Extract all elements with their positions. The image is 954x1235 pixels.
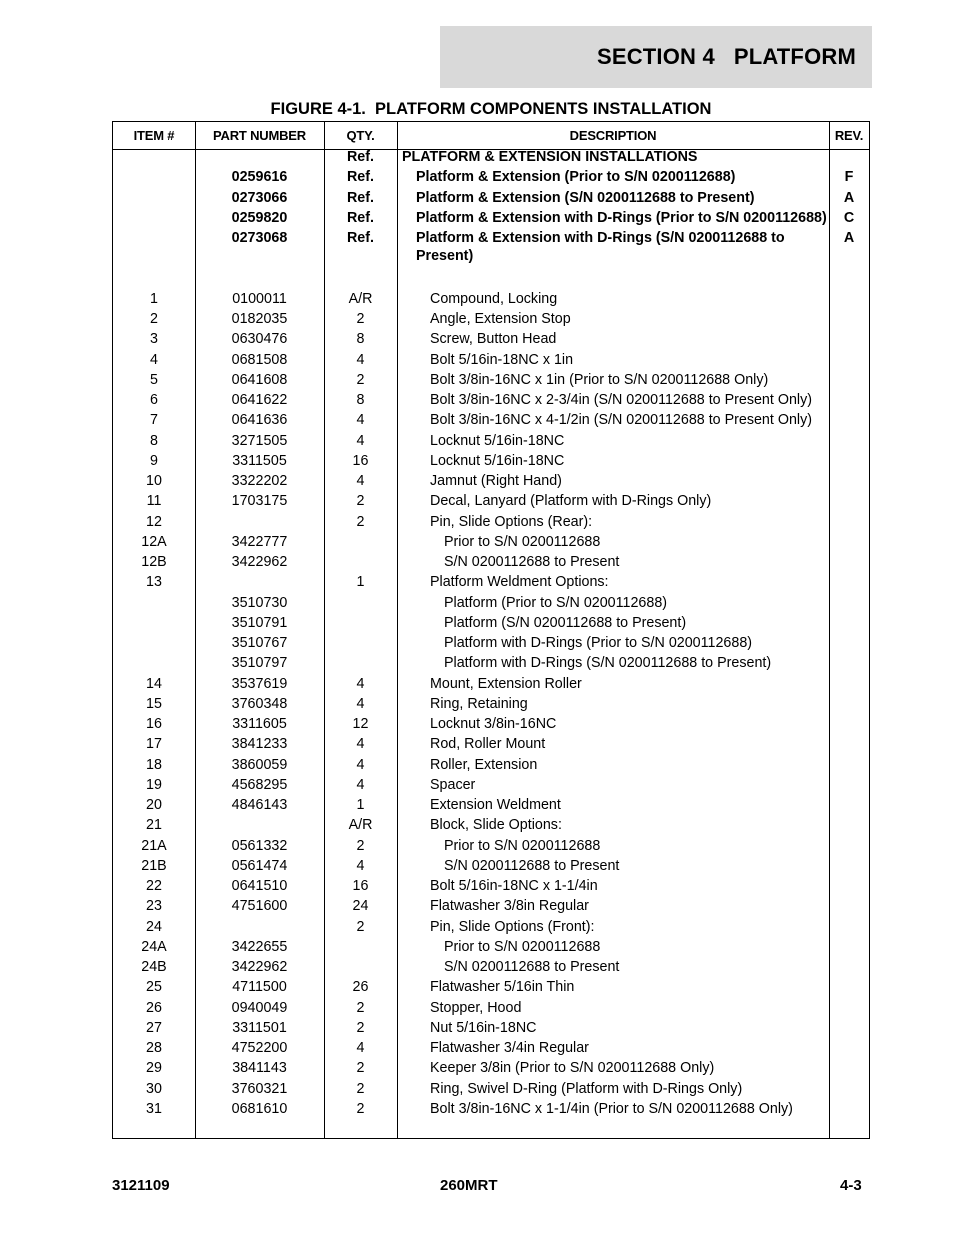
qty-cell: 4 xyxy=(356,432,365,449)
item-cell: 20 xyxy=(146,797,162,813)
qty-cell: 4 xyxy=(356,776,365,793)
item-cell: 23 xyxy=(146,898,162,915)
item-cell: 9 xyxy=(150,452,158,469)
rev-cell: A xyxy=(843,230,855,246)
table-row xyxy=(113,594,869,614)
item-cell: 7 xyxy=(150,412,158,429)
table-row xyxy=(113,614,869,634)
part-number-cell: 0182035 xyxy=(231,311,288,327)
table-row xyxy=(113,1019,869,1039)
description-cell: S/N 0200112688 to Present xyxy=(444,857,620,874)
table-row xyxy=(113,796,869,816)
qty-cell: 4 xyxy=(356,756,365,773)
table-row xyxy=(113,1100,869,1120)
description-cell: Nut 5/16in-18NC xyxy=(430,1019,537,1036)
table-row xyxy=(113,452,869,472)
part-number-cell: 3422962 xyxy=(231,554,288,570)
item-cell: 17 xyxy=(146,736,162,753)
table-row xyxy=(113,553,869,573)
table-row xyxy=(113,695,869,715)
header-description: DESCRIPTION xyxy=(569,128,657,143)
description-cell: Ring, Retaining xyxy=(430,695,528,712)
part-number-cell: 3422777 xyxy=(231,533,288,550)
part-number-cell: 0561474 xyxy=(231,857,288,874)
table-row xyxy=(113,735,869,755)
item-cell: 6 xyxy=(150,392,158,408)
description-cell: Platform (S/N 0200112688 to Present) xyxy=(444,614,687,631)
table-row xyxy=(113,857,869,877)
part-number-cell: 4711500 xyxy=(232,979,287,996)
description-cell: Platform & Extension (Prior to S/N 0200112688) xyxy=(416,169,736,186)
description-cell: Angle, Extension Stop xyxy=(430,311,571,327)
part-number-cell: 0273068 xyxy=(231,230,288,246)
part-number-cell: 0259820 xyxy=(231,209,288,226)
qty-cell: 4 xyxy=(356,675,365,692)
description-cell: Prior to S/N 0200112688 xyxy=(444,837,601,854)
item-cell: 13 xyxy=(146,574,162,591)
description-cell: Screw, Button Head xyxy=(430,331,557,348)
qty-cell: 2 xyxy=(356,311,365,327)
table-row xyxy=(113,756,869,776)
description-cell: Spacer xyxy=(430,776,476,793)
description-cell: Pin, Slide Options (Rear): xyxy=(430,513,593,530)
table-row xyxy=(113,837,869,857)
qty-cell: Ref. xyxy=(346,230,374,246)
qty-cell: 16 xyxy=(352,878,369,894)
table-row xyxy=(113,1039,869,1059)
description-cell: Platform with D-Rings (S/N 0200112688 to Present) xyxy=(444,655,772,672)
description-cell: Bolt 3/8in-16NC x 1in (Prior to S/N 0200112688 Only) xyxy=(430,371,769,388)
description-cell: Flatwasher 3/8in Regular xyxy=(430,898,589,915)
table-row xyxy=(113,654,869,674)
item-cell: 16 xyxy=(146,716,162,732)
section-header-box xyxy=(440,26,872,88)
header-qty: QTY. xyxy=(346,128,375,143)
qty-cell: 4 xyxy=(356,473,365,489)
table-row xyxy=(113,816,869,836)
description-cell: Bolt 3/8in-16NC x 2-3/4in (S/N 0200112688 to Present Only) xyxy=(430,392,812,408)
description-cell: Flatwasher 3/4in Regular xyxy=(430,1040,589,1056)
description-cell: Platform & Extension with D-Rings (S/N 0200112688 to Present) xyxy=(416,230,785,264)
description-cell: Bolt 3/8in-16NC x 4-1/2in (S/N 0200112688 to Present Only) xyxy=(430,412,812,429)
part-number-cell: 3841233 xyxy=(231,736,288,753)
description-cell: Platform (Prior to S/N 0200112688) xyxy=(444,594,668,611)
item-cell: 22 xyxy=(146,878,162,894)
table-row xyxy=(113,897,869,917)
table-row xyxy=(113,877,869,897)
table-row xyxy=(113,918,869,938)
description-cell: Bolt 5/16in-18NC x 1-1/4in xyxy=(430,878,598,894)
rev-cell: F xyxy=(844,169,854,186)
description-cell: Compound, Locking xyxy=(430,290,558,307)
part-number-cell: 0641510 xyxy=(231,878,288,894)
part-number-cell: 0259616 xyxy=(231,169,288,186)
part-number-cell: 3271505 xyxy=(231,432,288,449)
part-number-cell: 3860059 xyxy=(231,756,288,773)
part-number-cell: 0100011 xyxy=(232,290,287,307)
item-cell: 21 xyxy=(146,817,162,834)
item-cell: 25 xyxy=(146,979,162,996)
qty-cell: A/R xyxy=(348,290,373,307)
part-number-cell: 3311605 xyxy=(232,716,287,732)
qty-cell: 2 xyxy=(356,1080,365,1097)
qty-cell: 2 xyxy=(356,513,365,530)
table-row xyxy=(113,310,869,330)
item-cell: 12B xyxy=(141,554,167,570)
table-row xyxy=(113,189,869,209)
item-cell: 15 xyxy=(146,695,162,712)
description-cell: Prior to S/N 0200112688 xyxy=(444,938,601,955)
qty-cell: 4 xyxy=(356,695,365,712)
part-number-cell: 0273066 xyxy=(231,189,288,206)
table-row xyxy=(113,371,869,391)
table-row xyxy=(113,634,869,654)
part-number-cell: 3510797 xyxy=(231,655,288,672)
part-number-cell: 3422655 xyxy=(231,938,288,955)
part-number-cell: 3422962 xyxy=(231,959,288,975)
footer-model: 260MRT xyxy=(440,1177,498,1194)
description-cell: Locknut 3/8in-16NC xyxy=(430,716,557,732)
table-row xyxy=(113,1080,869,1100)
parts-table xyxy=(112,121,870,1139)
item-cell: 28 xyxy=(146,1040,162,1056)
qty-cell: 24 xyxy=(352,898,369,915)
qty-cell: 2 xyxy=(356,493,365,510)
qty-cell: Ref. xyxy=(346,209,374,226)
part-number-cell: 0681508 xyxy=(231,351,288,368)
table-row xyxy=(113,411,869,431)
part-number-cell: 3510791 xyxy=(231,614,288,631)
part-number-cell: 3760348 xyxy=(231,695,288,712)
table-row xyxy=(113,472,869,492)
table-row xyxy=(113,533,869,553)
part-number-cell: 0641608 xyxy=(231,371,288,388)
qty-cell: 2 xyxy=(356,999,365,1016)
table-row xyxy=(113,1059,869,1079)
description-cell: Block, Slide Options: xyxy=(430,817,562,834)
item-cell: 18 xyxy=(146,756,162,773)
part-number-cell: 3311501 xyxy=(232,1019,287,1036)
qty-cell: 12 xyxy=(352,716,369,732)
description-cell: Flatwasher 5/16in Thin xyxy=(430,979,575,996)
qty-cell: 4 xyxy=(356,736,365,753)
header-rev: REV. xyxy=(834,128,864,143)
item-cell: 2 xyxy=(150,311,158,327)
item-cell: 10 xyxy=(146,473,162,489)
table-row xyxy=(113,168,869,188)
qty-cell: 1 xyxy=(356,574,365,591)
qty-cell: 26 xyxy=(352,979,369,996)
part-number-cell: 3537619 xyxy=(231,675,288,692)
header-part-number: PART NUMBER xyxy=(213,128,306,143)
qty-cell: 2 xyxy=(356,918,365,935)
description-cell: Prior to S/N 0200112688 xyxy=(444,533,601,550)
part-number-cell: 4752200 xyxy=(231,1040,288,1056)
table-row xyxy=(113,675,869,695)
qty-cell: 2 xyxy=(356,371,365,388)
qty-cell: 2 xyxy=(356,1060,365,1077)
qty-cell: Ref. xyxy=(346,149,374,165)
table-row xyxy=(113,573,869,593)
footer-document-number: 3121109 xyxy=(112,1177,170,1194)
description-cell: Rod, Roller Mount xyxy=(430,736,546,753)
item-cell: 31 xyxy=(146,1100,162,1117)
table-row xyxy=(113,513,869,533)
qty-cell: 2 xyxy=(356,837,365,854)
qty-cell: 4 xyxy=(356,412,365,429)
qty-cell: 4 xyxy=(356,351,365,368)
description-cell: Ring, Swivel D-Ring (Platform with D-Rings Only) xyxy=(430,1080,743,1097)
qty-cell: 8 xyxy=(356,392,365,408)
item-cell: 4 xyxy=(150,351,158,368)
table-row xyxy=(113,776,869,796)
table-row xyxy=(113,229,869,264)
item-cell: 27 xyxy=(146,1019,162,1036)
description-cell: Bolt 5/16in-18NC x 1in xyxy=(430,351,574,368)
part-number-cell: 1703175 xyxy=(231,493,288,510)
description-cell: S/N 0200112688 to Present xyxy=(444,554,620,570)
table-row xyxy=(113,209,869,229)
footer-page-number: 4-3 xyxy=(840,1177,862,1194)
table-row xyxy=(113,290,869,310)
description-cell: S/N 0200112688 to Present xyxy=(444,959,620,975)
item-cell: 30 xyxy=(146,1080,162,1097)
description-cell: Jamnut (Right Hand) xyxy=(430,473,562,489)
part-number-cell: 0630476 xyxy=(231,331,288,348)
qty-cell: 16 xyxy=(352,452,369,469)
description-cell: Locknut 5/16in-18NC xyxy=(430,432,565,449)
item-cell: 3 xyxy=(150,331,158,348)
description-cell: Pin, Slide Options (Front): xyxy=(430,918,595,935)
table-row xyxy=(113,715,869,735)
table-row xyxy=(113,938,869,958)
qty-cell: 1 xyxy=(356,797,365,813)
part-number-cell: 0681610 xyxy=(231,1100,288,1117)
table-row xyxy=(113,978,869,998)
description-cell: Keeper 3/8in (Prior to S/N 0200112688 Only) xyxy=(430,1060,715,1077)
qty-cell: 4 xyxy=(356,857,365,874)
item-cell: 19 xyxy=(146,776,162,793)
description-cell: PLATFORM & EXTENSION INSTALLATIONS xyxy=(402,149,698,165)
description-cell: Stopper, Hood xyxy=(430,999,522,1016)
item-cell: 24 xyxy=(146,918,162,935)
part-number-cell: 0641622 xyxy=(231,392,288,408)
item-cell: 1 xyxy=(150,290,158,307)
table-row xyxy=(113,958,869,978)
table-row xyxy=(113,999,869,1019)
qty-cell: A/R xyxy=(348,817,373,834)
description-cell: Locknut 5/16in-18NC xyxy=(430,452,565,469)
qty-cell: 4 xyxy=(356,1040,365,1056)
table-row xyxy=(113,492,869,512)
figure-title: FIGURE 4-1. PLATFORM COMPONENTS INSTALLATION xyxy=(270,100,712,118)
item-cell: 26 xyxy=(146,999,162,1016)
part-number-cell: 0561332 xyxy=(231,837,288,854)
description-cell: Platform Weldment Options: xyxy=(430,574,609,591)
item-cell: 11 xyxy=(146,493,162,510)
description-cell: Decal, Lanyard (Platform with D-Rings Only) xyxy=(430,493,712,510)
item-cell: 21A xyxy=(141,837,167,854)
description-cell: Mount, Extension Roller xyxy=(430,675,582,692)
part-number-cell: 3760321 xyxy=(231,1080,288,1097)
rev-cell: C xyxy=(843,209,855,226)
table-row xyxy=(113,148,869,168)
item-cell: 12 xyxy=(146,513,162,530)
part-number-cell: 3841143 xyxy=(232,1060,287,1077)
description-cell: Bolt 3/8in-16NC x 1-1/4in (Prior to S/N 0200112688 Only) xyxy=(430,1100,793,1117)
qty-cell: Ref. xyxy=(346,189,374,206)
part-number-cell: 3311505 xyxy=(232,452,287,469)
description-cell: Extension Weldment xyxy=(430,797,561,813)
item-cell: 29 xyxy=(146,1060,162,1077)
qty-cell: 2 xyxy=(356,1100,365,1117)
item-cell: 8 xyxy=(150,432,158,449)
description-cell: Roller, Extension xyxy=(430,756,538,773)
rev-cell: A xyxy=(843,189,855,206)
description-cell: Platform & Extension (S/N 0200112688 to Present) xyxy=(416,189,755,206)
description-cell: Platform & Extension with D-Rings (Prior to S/N 0200112688) xyxy=(416,209,827,226)
part-number-cell: 4846143 xyxy=(231,797,288,813)
qty-cell: Ref. xyxy=(346,169,374,186)
item-cell: 14 xyxy=(146,675,162,692)
header-item: ITEM # xyxy=(133,128,175,143)
part-number-cell: 0641636 xyxy=(231,412,288,429)
part-number-cell: 0940049 xyxy=(231,999,288,1016)
table-row xyxy=(113,351,869,371)
section-title: SECTION 4 PLATFORM xyxy=(596,44,856,69)
table-row xyxy=(113,432,869,452)
qty-cell: 2 xyxy=(356,1019,365,1036)
item-cell: 5 xyxy=(150,371,158,388)
qty-cell: 8 xyxy=(356,331,365,348)
table-row xyxy=(113,330,869,350)
item-cell: 21B xyxy=(141,857,167,874)
part-number-cell: 3510730 xyxy=(231,594,288,611)
item-cell: 24B xyxy=(141,959,167,975)
part-number-cell: 4751600 xyxy=(231,898,288,915)
table-row xyxy=(113,391,869,411)
item-cell: 24A xyxy=(141,938,167,955)
part-number-cell: 3510767 xyxy=(231,635,288,651)
part-number-cell: 3322202 xyxy=(231,473,288,489)
part-number-cell: 4568295 xyxy=(231,776,288,793)
description-cell: Platform with D-Rings (Prior to S/N 0200112688) xyxy=(444,635,753,651)
item-cell: 12A xyxy=(141,533,167,550)
